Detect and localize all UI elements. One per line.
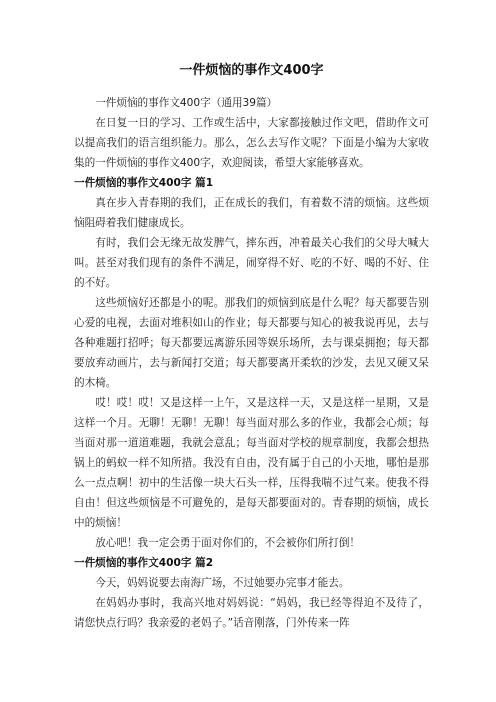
- intro-paragraph: 在日复一日的学习、工作或生活中，大家都接触过作文吧，借助作文可以提高我们的语言组织能力。那么，怎么去写作文呢？下面是小编为大家收集的一件烦恼的事作文400字，欢迎阅读，希望大家能够喜欢。: [74, 117, 429, 169]
- section-1-paragraph: 这些烦恼好还都是小的呢。那我们的烦恼到底是什么呢？每天都要告别心爱的电视，去面对堆积如山的作业；每天都要与知心的被我说再见，去与各种难题打招呼；每天都要远离游乐园等娱乐场所，去与课桌拥抱；每天都要放弃动画片，去与新闻打交道；每天都要离开柔软的沙发，去见又硬又呆的木椅。: [74, 297, 429, 389]
- section-1-paragraph: 哎！哎！哎！又是这样一上午，又是这样一天，又是这样一星期，又是这样一个月。无聊！无聊！无聊！每当面对那么多的作业，我都会心烦；每当面对那一道道难题，我就会意乱；每当面对学校的规章制度，我都会想热锅上的蚂蚁一样不知所措。我没有自由，没有属于自己的小天地，哪怕是那么一点点啊！初中的生活像一块大石头一样，压得我喘不过气来。使我不得自由！但这些烦恼是不可避免的，是每天都要面对的。青春期的烦恼，成长中的烦恼！: [74, 397, 429, 529]
- section-1-paragraph: 有时，我们会无缘无故发脾气，摔东西，冲着最关心我们的父母大喊大叫。甚至对我们现有的条件不满足，闹穿得不好、吃的不好、喝的不好、住的不好。: [74, 237, 429, 289]
- section-2-paragraph: 今天，妈妈说要去南海广场，不过她要办完事才能去。: [95, 577, 350, 589]
- section-2-heading: 一件烦恼的事作文400字 篇2: [74, 557, 214, 569]
- section-1-heading: 一件烦恼的事作文400字 篇1: [74, 177, 214, 189]
- document-page: [74, 62, 429, 633]
- section-2-paragraph: 在妈妈办事时，我高兴地对妈妈说：“妈妈，我已经等得迫不及待了，请您快点行吗？我亲爱的老妈子。”话音刚落，门外传来一阵: [74, 597, 429, 629]
- intro-subtitle: 一件烦恼的事作文400字（通用39篇）: [95, 97, 278, 109]
- document-title: 一件烦恼的事作文400字: [179, 63, 324, 78]
- section-1-paragraph: 放心吧！我一定会勇于面对你们的，不会被你们所打倒！: [95, 537, 361, 549]
- section-1-paragraph: 真在步入青春期的我们，正在成长的我们，有着数不清的烦恼。这些烦恼阻碍着我们健康成长。: [74, 197, 429, 229]
